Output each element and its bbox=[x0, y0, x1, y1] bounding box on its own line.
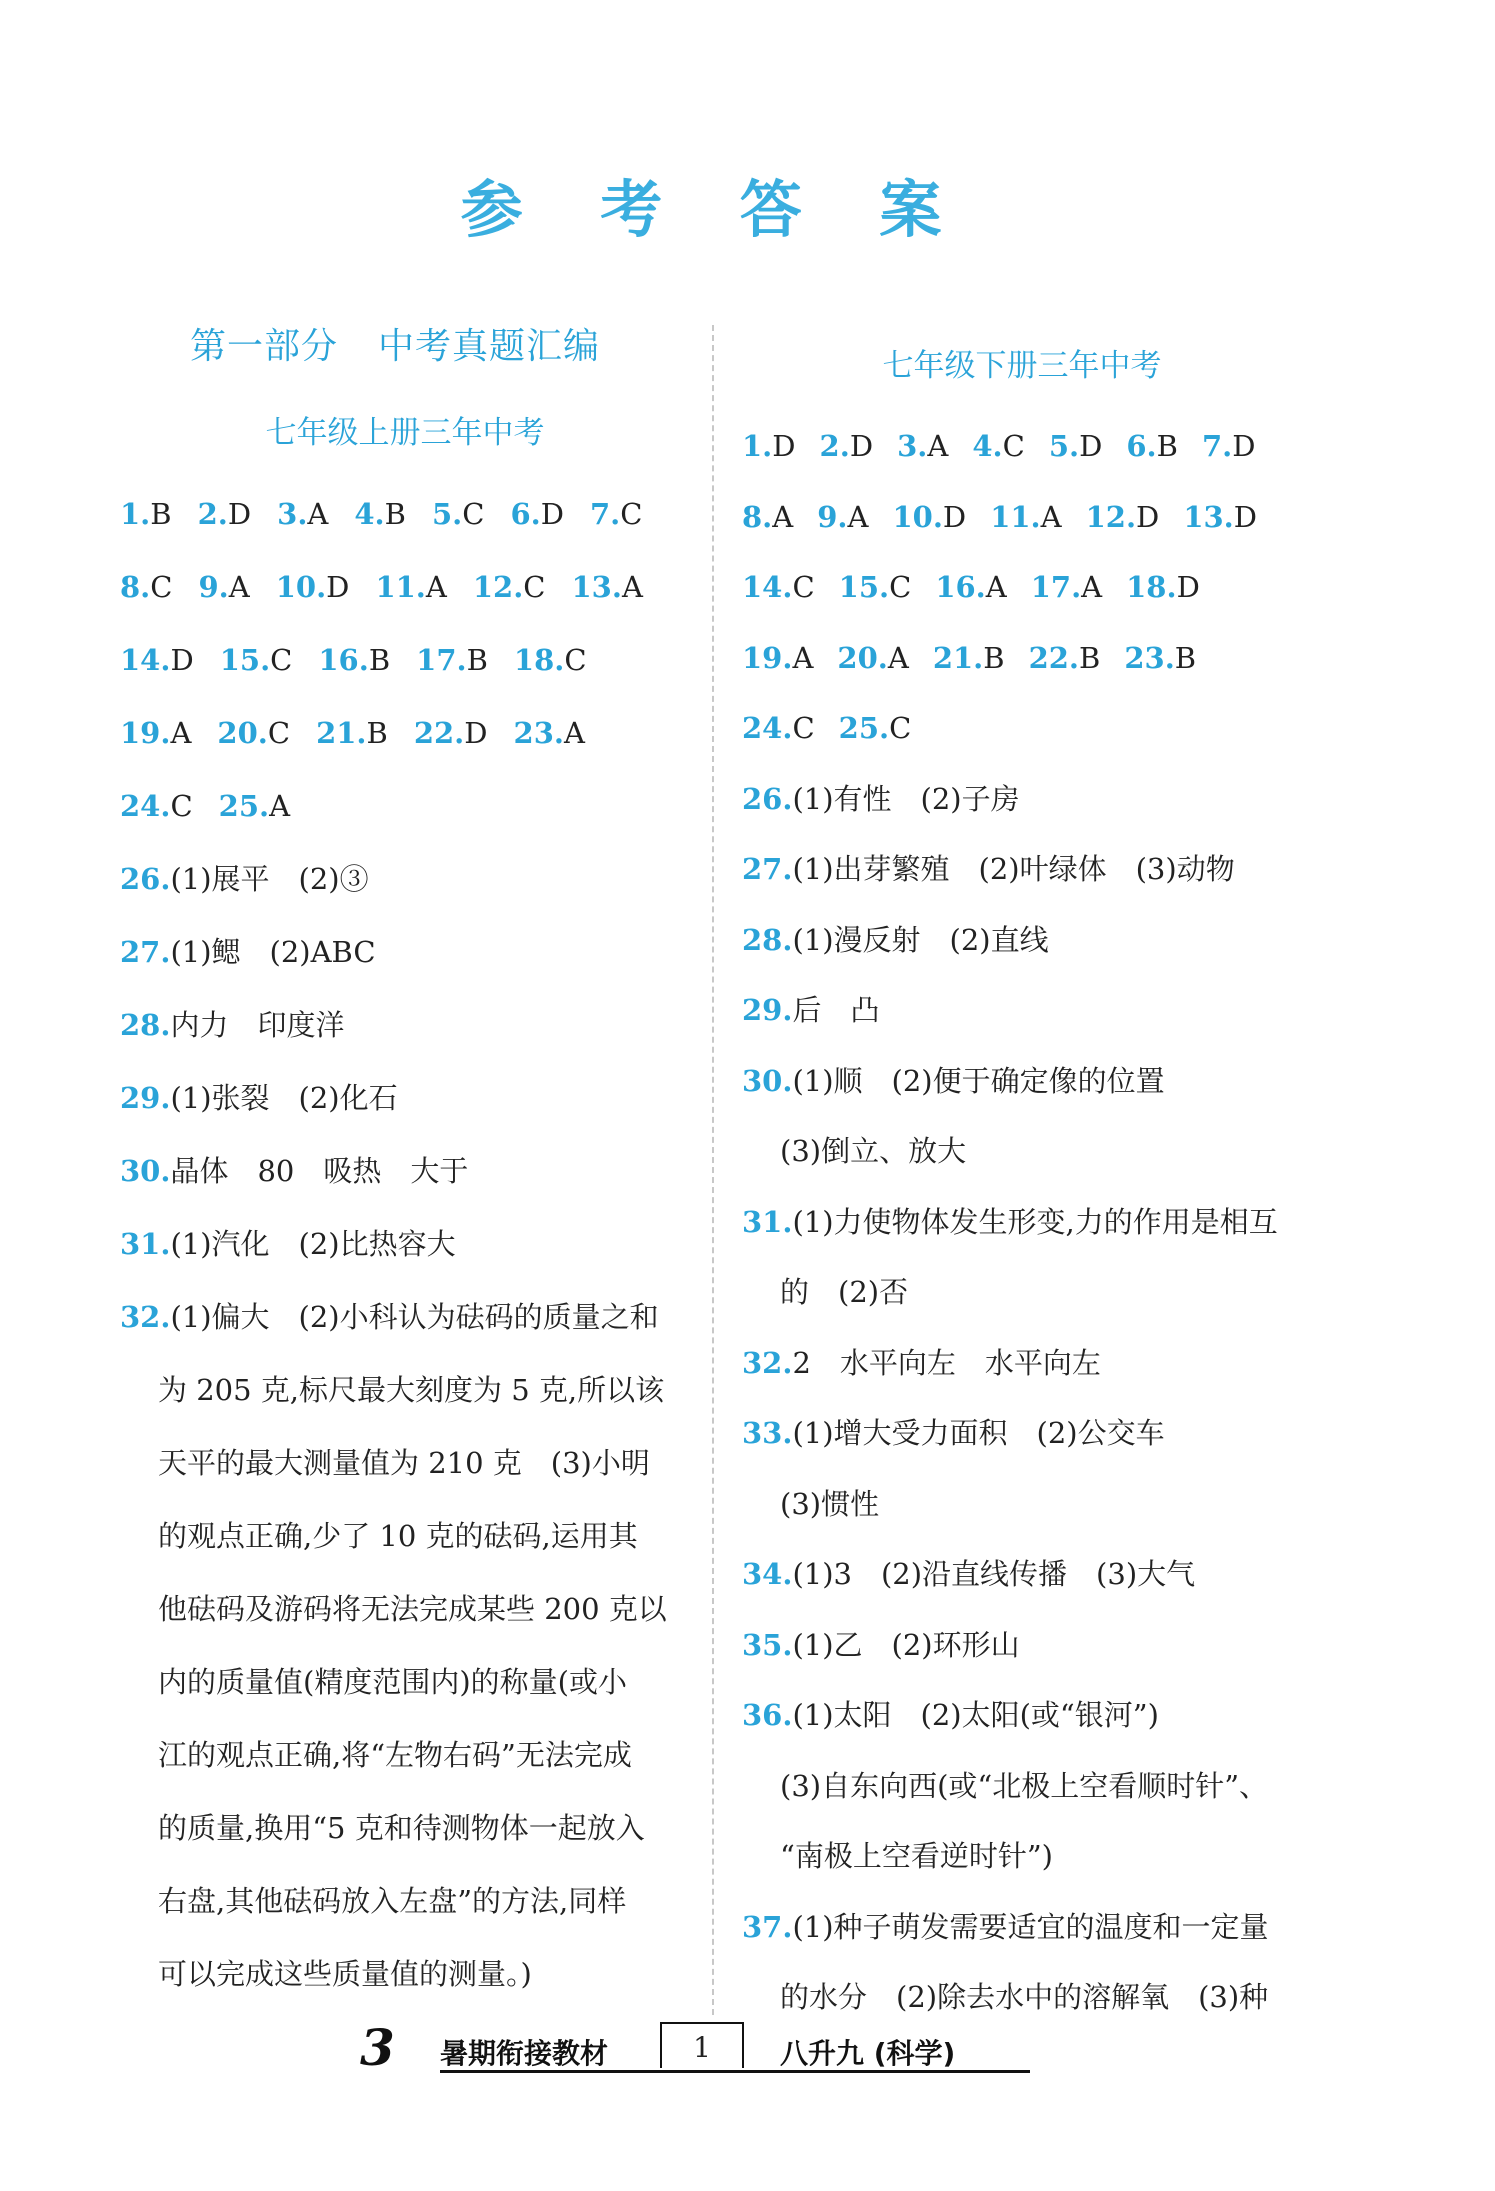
mc-row bbox=[742, 482, 1352, 553]
answer-choice: D bbox=[227, 497, 252, 531]
answer-text: 的质量,换用“5 克和待测物体一起放入 bbox=[158, 1811, 645, 1845]
answer-text: 的水分 (2)除去水中的溶解氧 (3)种 bbox=[780, 1980, 1269, 2014]
question-number: 17. bbox=[1030, 570, 1082, 604]
part-heading-number: 第一部分 bbox=[190, 326, 339, 367]
question-number: 34. bbox=[742, 1557, 793, 1591]
mc-answer bbox=[416, 624, 488, 697]
question-number: 36. bbox=[742, 1698, 793, 1732]
question-number: 4. bbox=[972, 429, 1003, 463]
answer-text: 可以完成这些质量值的测量。) bbox=[158, 1957, 532, 1991]
answer-choice: C bbox=[564, 643, 587, 677]
question-number: 32. bbox=[742, 1345, 793, 1380]
answer-choice: B bbox=[983, 640, 1005, 675]
series-name: 暑期衔接教材 bbox=[440, 2037, 609, 2070]
question-number: 2. bbox=[819, 429, 850, 463]
question-number: 29. bbox=[742, 993, 793, 1027]
answer-text: (1)张裂 (2)化石 bbox=[170, 1081, 398, 1115]
part-heading-title: 中考真题汇编 bbox=[378, 326, 601, 367]
question-number: 11. bbox=[375, 570, 426, 604]
answer-line bbox=[742, 764, 1352, 835]
mc-answer bbox=[590, 478, 642, 551]
answer-text: (3)倒立、放大 bbox=[780, 1134, 967, 1168]
question-number: 14. bbox=[120, 643, 171, 677]
answer-text: 江的观点正确,将“左物右码”无法完成 bbox=[158, 1738, 632, 1772]
question-number: 25. bbox=[218, 789, 270, 823]
question-number: 35. bbox=[742, 1627, 793, 1662]
answer-text: 右盘,其他砝码放入左盘”的方法,同样 bbox=[158, 1884, 627, 1918]
answer-text: (1)有性 (2)子房 bbox=[792, 781, 1020, 816]
question-number: 9. bbox=[198, 570, 229, 604]
question-number: 27. bbox=[742, 852, 793, 886]
question-number: 25. bbox=[838, 711, 890, 745]
question-number: 20. bbox=[217, 716, 268, 750]
mc-answer bbox=[1202, 411, 1256, 482]
answer-line bbox=[120, 843, 695, 916]
mc-answer bbox=[120, 770, 193, 843]
mc-answer bbox=[820, 411, 874, 482]
question-number: 15. bbox=[219, 643, 271, 677]
answer-text: 天平的最大测量值为 210 克 (3)小明 bbox=[158, 1446, 650, 1480]
question-number: 11. bbox=[990, 499, 1041, 534]
answer-line bbox=[120, 1573, 695, 1646]
question-number: 8. bbox=[120, 570, 151, 604]
question-number: 3. bbox=[277, 497, 308, 531]
question-number: 30. bbox=[120, 1154, 171, 1188]
mc-answer bbox=[120, 624, 194, 697]
answer-text: 后 凸 bbox=[792, 993, 880, 1027]
answer-text: (1)鳃 (2)ABC bbox=[170, 935, 376, 969]
footer-rule bbox=[440, 2070, 1030, 2073]
question-number: 21. bbox=[932, 640, 984, 675]
question-number: 10. bbox=[892, 499, 943, 534]
question-number: 28. bbox=[742, 922, 793, 957]
question-number: 10. bbox=[275, 570, 327, 604]
answer-line bbox=[120, 1354, 695, 1427]
left-column bbox=[120, 318, 695, 2011]
answer-line bbox=[120, 1427, 695, 1500]
question-number: 5. bbox=[1048, 429, 1080, 463]
mc-answer bbox=[892, 482, 966, 553]
answer-line bbox=[120, 1865, 695, 1938]
mc-answer bbox=[1183, 482, 1257, 553]
question-number: 13. bbox=[1183, 499, 1234, 534]
answer-line bbox=[742, 1116, 1352, 1187]
answer-line bbox=[742, 834, 1352, 905]
mc-answer bbox=[1126, 552, 1200, 623]
question-number: 13. bbox=[571, 570, 622, 604]
answer-line bbox=[742, 1680, 1352, 1751]
answer-text: (1)顺 (2)便于确定像的位置 bbox=[792, 1063, 1165, 1098]
question-number: 24. bbox=[742, 711, 793, 745]
question-number: 37. bbox=[742, 1909, 793, 1944]
answer-choice: A bbox=[170, 716, 192, 750]
answer-choice: A bbox=[927, 429, 949, 463]
mc-answer bbox=[742, 552, 815, 623]
answer-choice: B bbox=[1156, 429, 1178, 463]
mc-answer bbox=[514, 624, 587, 697]
answer-choice: D bbox=[1136, 499, 1160, 534]
answer-line bbox=[742, 1469, 1352, 1540]
answer-text: 的 (2)否 bbox=[780, 1275, 909, 1309]
right-written-answers bbox=[742, 764, 1352, 2033]
answer-line bbox=[120, 1281, 695, 1354]
question-number: 7. bbox=[1201, 429, 1233, 463]
question-number: 5. bbox=[431, 497, 463, 531]
answer-line bbox=[742, 1328, 1352, 1399]
question-number: 31. bbox=[120, 1227, 171, 1261]
answer-line bbox=[742, 1751, 1352, 1822]
answer-line bbox=[120, 1792, 695, 1865]
answer-line bbox=[742, 1610, 1352, 1681]
question-number: 21. bbox=[316, 716, 367, 750]
question-number: 31. bbox=[742, 1204, 793, 1239]
question-number: 7. bbox=[590, 497, 621, 531]
mc-answer bbox=[839, 693, 912, 764]
answer-choice: A bbox=[1040, 499, 1062, 534]
answer-text: 晶体 80 吸热 大于 bbox=[170, 1154, 469, 1188]
column-divider bbox=[712, 325, 714, 2015]
question-number: 33. bbox=[742, 1416, 793, 1450]
mc-answer bbox=[219, 770, 290, 843]
mc-answer bbox=[837, 623, 908, 694]
mc-row bbox=[120, 551, 695, 624]
right-column bbox=[742, 340, 1352, 2033]
mc-answer bbox=[120, 697, 191, 770]
mc-answer bbox=[1031, 552, 1102, 623]
answer-choice: A bbox=[425, 570, 447, 604]
question-number: 23. bbox=[1124, 640, 1175, 675]
answer-line bbox=[742, 1892, 1352, 1963]
mc-answer bbox=[120, 478, 172, 551]
question-number: 22. bbox=[413, 716, 465, 750]
answer-choice: C bbox=[889, 711, 912, 745]
page-title: 参 考 答 案 bbox=[460, 173, 970, 246]
answer-choice: D bbox=[326, 570, 350, 604]
answer-text: (1)乙 (2)环形山 bbox=[792, 1627, 1020, 1662]
answer-text: (1)3 (2)沿直线传播 (3)大气 bbox=[792, 1557, 1196, 1591]
answer-text: (1)太阳 (2)太阳(或“银河”) bbox=[792, 1698, 1159, 1732]
mc-answer bbox=[1126, 411, 1178, 482]
answer-text: 内的质量值(精度范围内)的称量(或小 bbox=[158, 1665, 627, 1699]
mc-answer bbox=[990, 482, 1061, 553]
answer-line bbox=[120, 1208, 695, 1281]
answer-choice: D bbox=[1079, 429, 1103, 463]
question-number: 1. bbox=[120, 497, 151, 531]
mc-answer bbox=[120, 551, 172, 624]
question-number: 29. bbox=[120, 1081, 171, 1115]
answer-text: 内力 印度洋 bbox=[170, 1008, 345, 1042]
mc-answer bbox=[414, 697, 488, 770]
answer-line bbox=[120, 1719, 695, 1792]
answer-choice: C bbox=[270, 643, 293, 677]
question-number: 6. bbox=[1126, 429, 1157, 463]
answer-text: (3)自东向西(或“北极上空看顺时针”、 bbox=[780, 1768, 1269, 1803]
mc-answer bbox=[1086, 482, 1160, 553]
answer-choice: B bbox=[1174, 640, 1197, 675]
answer-line bbox=[120, 1062, 695, 1135]
answer-text: (1)展平 (2)③ bbox=[170, 862, 369, 896]
answer-choice: D bbox=[170, 643, 194, 677]
question-number: 27. bbox=[120, 935, 171, 969]
mc-answer bbox=[220, 624, 293, 697]
left-written-answers bbox=[120, 843, 695, 2011]
question-number: 22. bbox=[1028, 640, 1080, 675]
question-number: 4. bbox=[354, 497, 385, 531]
answer-text: 2 水平向左 水平向左 bbox=[792, 1345, 1101, 1380]
answer-choice: A bbox=[792, 640, 814, 675]
answer-choice: D bbox=[942, 499, 967, 534]
answer-line bbox=[742, 1398, 1352, 1469]
left-mc-answers bbox=[120, 478, 695, 843]
answer-line bbox=[742, 1539, 1352, 1610]
question-number: 19. bbox=[120, 716, 171, 750]
answer-choice: A bbox=[228, 570, 250, 604]
question-number: 28. bbox=[120, 1008, 171, 1042]
question-number: 30. bbox=[742, 1063, 793, 1098]
answer-text: (1)漫反射 (2)直线 bbox=[792, 922, 1049, 957]
mc-row bbox=[120, 478, 695, 551]
answer-choice: C bbox=[620, 497, 643, 531]
answer-choice: B bbox=[384, 497, 406, 531]
answer-choice: A bbox=[307, 497, 329, 531]
mc-answer bbox=[742, 411, 796, 482]
answer-choice: B bbox=[466, 643, 488, 677]
mc-answer bbox=[514, 697, 585, 770]
mc-answer bbox=[742, 482, 793, 553]
mc-answer bbox=[742, 693, 815, 764]
answer-choice: A bbox=[887, 640, 909, 675]
answer-line bbox=[120, 916, 695, 989]
question-number: 3. bbox=[897, 429, 928, 463]
publisher-logo: 3 bbox=[360, 2018, 395, 2077]
mc-answer bbox=[897, 411, 948, 482]
answer-text: 为 205 克,标尺最大刻度为 5 克,所以该 bbox=[158, 1373, 665, 1407]
mc-answer bbox=[277, 478, 328, 551]
page-number: 1 bbox=[660, 2022, 744, 2068]
answer-line bbox=[742, 1257, 1352, 1328]
answer-text: 他砝码及游码将无法完成某些 200 克以 bbox=[158, 1592, 667, 1626]
question-number: 12. bbox=[1085, 499, 1137, 534]
answer-line bbox=[120, 1646, 695, 1719]
question-number: 26. bbox=[120, 862, 171, 896]
answer-text: (1)出芽繁殖 (2)叶绿体 (3)动物 bbox=[792, 852, 1235, 886]
part-heading bbox=[190, 318, 695, 369]
question-number: 12. bbox=[472, 570, 524, 604]
question-number: 19. bbox=[742, 640, 793, 675]
answer-choice: C bbox=[170, 789, 193, 823]
answer-choice: C bbox=[792, 570, 815, 604]
mc-answer bbox=[198, 478, 252, 551]
question-number: 2. bbox=[197, 497, 228, 531]
answer-line bbox=[742, 1821, 1352, 1892]
answer-line bbox=[742, 1046, 1352, 1117]
right-mc-answers bbox=[742, 411, 1352, 764]
mc-answer bbox=[742, 623, 813, 694]
answer-line bbox=[742, 1187, 1352, 1258]
answer-choice: D bbox=[772, 429, 796, 463]
mc-answer bbox=[933, 623, 1005, 694]
question-number: 15. bbox=[838, 570, 890, 604]
question-number: 16. bbox=[318, 643, 369, 677]
answer-choice: C bbox=[462, 497, 485, 531]
question-number: 1. bbox=[742, 429, 773, 463]
mc-row bbox=[742, 693, 1352, 764]
mc-answer bbox=[1049, 411, 1103, 482]
answer-choice: A bbox=[621, 570, 643, 604]
answer-text: 的观点正确,少了 10 克的砝码,运用其 bbox=[158, 1519, 638, 1553]
answer-text: (1)偏大 (2)小科认为砝码的质量之和 bbox=[170, 1300, 659, 1334]
mc-answer bbox=[432, 478, 484, 551]
answer-choice: A bbox=[1081, 570, 1103, 604]
question-number: 18. bbox=[513, 643, 565, 677]
answer-choice: C bbox=[1002, 429, 1025, 463]
answer-text: “南极上空看逆时针”) bbox=[780, 1839, 1053, 1873]
answer-choice: D bbox=[1233, 499, 1258, 534]
answer-choice: B bbox=[150, 497, 172, 531]
mc-row bbox=[742, 552, 1352, 623]
answer-text: (3)惯性 bbox=[780, 1486, 880, 1521]
mc-answer bbox=[817, 482, 868, 553]
answer-line bbox=[742, 975, 1352, 1046]
question-number: 32. bbox=[120, 1300, 171, 1334]
answer-choice: A bbox=[564, 716, 585, 750]
subject-label: 八升九 (科学) bbox=[780, 2037, 956, 2070]
mc-answer bbox=[572, 551, 643, 624]
answer-choice: B bbox=[1079, 640, 1101, 675]
mc-answer bbox=[198, 551, 249, 624]
answer-choice: A bbox=[985, 570, 1007, 604]
question-number: 16. bbox=[935, 570, 986, 604]
answer-line bbox=[120, 989, 695, 1062]
mc-row bbox=[120, 770, 695, 843]
answer-choice: D bbox=[849, 429, 874, 463]
answer-choice: D bbox=[464, 716, 488, 750]
section-heading-grade7-second: 七年级下册三年中考 bbox=[882, 348, 1162, 384]
mc-answer bbox=[935, 552, 1006, 623]
answer-line bbox=[742, 905, 1352, 976]
mc-answer bbox=[316, 697, 388, 770]
answer-choice: C bbox=[523, 570, 546, 604]
answer-choice: D bbox=[1176, 570, 1200, 604]
mc-answer bbox=[375, 551, 446, 624]
question-number: 24. bbox=[120, 789, 171, 823]
question-number: 18. bbox=[1126, 570, 1177, 604]
mc-answer bbox=[839, 552, 912, 623]
question-number: 6. bbox=[510, 497, 541, 531]
mc-answer bbox=[276, 551, 350, 624]
answer-choice: D bbox=[1232, 429, 1256, 463]
mc-answer bbox=[217, 697, 290, 770]
mc-answer bbox=[318, 624, 390, 697]
section-heading-grade7-first: 七年级上册三年中考 bbox=[265, 415, 545, 451]
question-number: 23. bbox=[513, 716, 564, 750]
page-footer bbox=[360, 2018, 1040, 2078]
question-number: 26. bbox=[742, 781, 793, 816]
mc-answer bbox=[972, 411, 1024, 482]
answer-choice: D bbox=[540, 497, 564, 531]
question-number: 8. bbox=[742, 499, 773, 534]
answer-line bbox=[120, 1938, 695, 2011]
mc-row bbox=[120, 624, 695, 697]
answer-choice: C bbox=[889, 570, 912, 604]
answer-choice: B bbox=[368, 643, 391, 677]
mc-answer bbox=[1124, 623, 1196, 694]
answer-text: (1)增大受力面积 (2)公交车 bbox=[792, 1416, 1165, 1450]
answer-line bbox=[120, 1135, 695, 1208]
question-number: 17. bbox=[416, 643, 467, 677]
answer-choice: A bbox=[847, 499, 869, 534]
answer-choice: C bbox=[150, 570, 173, 604]
answer-line bbox=[120, 1500, 695, 1573]
answer-text: (1)种子萌发需要适宜的温度和一定量 bbox=[792, 1909, 1269, 1944]
mc-row bbox=[120, 697, 695, 770]
mc-row bbox=[742, 411, 1352, 482]
mc-answer bbox=[510, 478, 564, 551]
answer-choice: C bbox=[267, 716, 291, 750]
answer-choice: A bbox=[269, 789, 291, 823]
mc-answer bbox=[473, 551, 546, 624]
question-number: 20. bbox=[837, 640, 888, 675]
answer-choice: B bbox=[366, 716, 388, 750]
question-number: 9. bbox=[817, 499, 848, 534]
answer-choice: C bbox=[792, 711, 815, 745]
mc-answer bbox=[1029, 623, 1101, 694]
mc-answer bbox=[354, 478, 406, 551]
question-number: 14. bbox=[742, 570, 793, 604]
answer-choice: A bbox=[772, 499, 794, 534]
answer-text: (1)力使物体发生形变,力的作用是相互 bbox=[792, 1204, 1278, 1239]
answer-text: (1)汽化 (2)比热容大 bbox=[170, 1227, 456, 1261]
mc-row bbox=[742, 623, 1352, 694]
